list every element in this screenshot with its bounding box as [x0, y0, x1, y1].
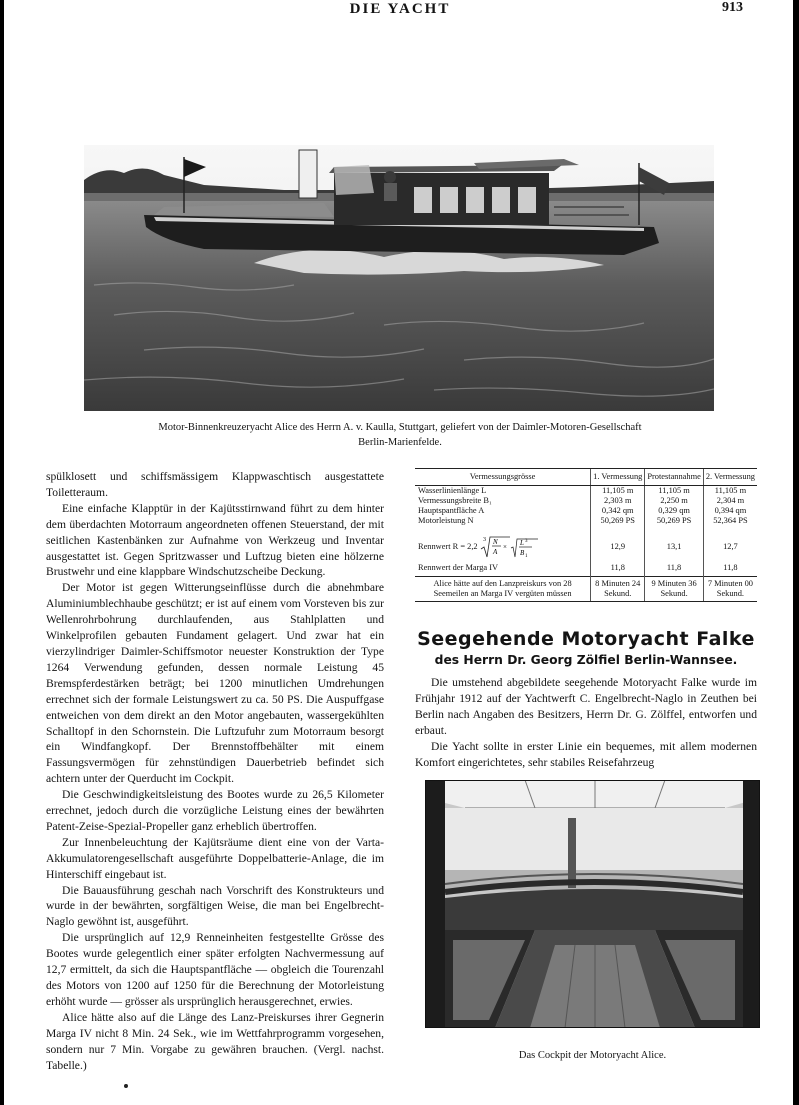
table-row: [415, 534, 757, 560]
cell-value: 12,7: [703, 534, 757, 560]
motorboat-photo: [84, 145, 714, 411]
row-label: Hauptspantfläche A: [418, 506, 485, 515]
paragraph: Die Bauausführung geschah nach Vorschrift des Konstrukteurs und wurde in der bewährten, sorgfältigen Weise, die man bei Engelbrecht-Naglo gewöhnt ist, ausgeführt.: [46, 883, 384, 929]
article-title: Seegehende Motoryacht Falke: [417, 628, 755, 650]
article-subtitle: des Herrn Dr. Georg Zölfiel Berlin-Wannsee.: [434, 653, 738, 667]
column-header: 1. Vermessung: [591, 469, 645, 486]
svg-text:L: L: [519, 539, 524, 547]
row-label: Vermessungsbreite B₁: [418, 496, 492, 505]
cell-value: 7 Minuten 00 Sekund.: [703, 577, 757, 602]
cell-value: 0,329 qm: [645, 506, 704, 516]
page-number: 913: [722, 0, 743, 15]
svg-text:B: B: [519, 549, 524, 557]
rennwert-formula: [480, 535, 542, 559]
cell-value: 13,1: [645, 534, 704, 560]
photo-caption: [90, 420, 710, 450]
scan-edge-left: [0, 0, 4, 1105]
column-header: Protestannahme: [645, 469, 704, 486]
cell-value: 2,304 m: [703, 496, 757, 506]
table-row: [415, 496, 757, 506]
table-row: [415, 516, 757, 526]
row-label: Motorleistung N: [418, 516, 474, 525]
cell-value: 0,394 qm: [703, 506, 757, 516]
table-spacer: [415, 526, 757, 534]
paragraph: Eine einfache Klapptür in der Kajütsstirnwand führt zu dem hinter dem überdachten Motorraum angeordneten offenen Steuerstand, der mit seitlichen Kastenbänken zur Aufnahme von Werkzeug und Inventar ausgestattet ist. Gegen Spritzwasser und Luftzug bieten eine hölzerne Brustwehr und eine klappbare Windschutzscheibe Deckung.: [46, 501, 384, 579]
cell-value: 11,105 m: [591, 486, 645, 497]
table-row: [415, 560, 757, 577]
column-header: 2. Vermessung: [703, 469, 757, 486]
cell-value: 11,8: [591, 560, 645, 577]
cell-value: 2,250 m: [645, 496, 704, 506]
svg-text:N: N: [492, 538, 498, 546]
column-header: Vermessungsgrösse: [415, 469, 591, 486]
paragraph: Die Yacht sollte in erster Linie ein bequemes, mit allem modernen Komfort eingerichtetes, sehr stabiles Reisefahrzeug: [415, 739, 757, 769]
measurement-table: [415, 468, 757, 602]
running-title: DIE YACHT: [349, 1, 451, 17]
svg-text:1: 1: [524, 554, 528, 559]
paragraph: Zur Innenbeleuchtung der Kajütsräume dient eine von der Varta-Akkumulatorengesellschaft ausgeführte Doppelbatterie-Anlage, die im Hinterschiff eingebaut ist.: [46, 835, 384, 881]
cell-value: 9 Minuten 36 Sekund.: [645, 577, 704, 602]
paragraph: Der Motor ist gegen Witterungseinflüsse durch die abnehmbare Aluminiumblechhaube geschützt; er ist auf einem vom Vorsteven bis zur Wellenrohrbohrung durchlaufenden, aus Stahlplatten und Winkelprofilen gebauten Fundament gelagert. Und zwar hat ein vierzylindriger Daimler-Schiffsmotor neuester Konstruktion der Type 1264 Verwendung gefunden, dessen normale Leistung 45 Bremspferdestärken beträgt; bei 1200 minutlichen Umdrehungen errechnet sich der formale Leistungswert zu ca. 50 PS. Die Auspuffgase entweichen von dem direkt an den Motor angebauten, wassergekühlten Schalltopf in den Schornstein. Die Luftzufuhr zum Motorraum besorgt ein Windfangkopf. Der Brennstoffbehälter mit einem Fassungsvermögen für zehnstündigen Dauerbetrieb befindet sich achtern unter der Querducht im Cockpit.: [46, 581, 384, 786]
table-row: [415, 486, 757, 497]
cell-value: 12,9: [591, 534, 645, 560]
table-row: [415, 577, 757, 602]
scan-edge-right: [793, 0, 799, 1105]
row-label: Wasserlinienlänge L: [418, 486, 487, 495]
cell-value: 50,269 PS: [591, 516, 645, 526]
cockpit-caption: Das Cockpit der Motoryacht Alice.: [518, 1050, 667, 1061]
table-header-row: [415, 469, 757, 486]
photo-caption-line2: Berlin-Marienfelde.: [358, 437, 442, 448]
cell-value: 50,269 PS: [645, 516, 704, 526]
right-text-column: [415, 675, 757, 770]
row-label-formula: [415, 534, 591, 560]
row-label: Rennwert R = 2,2: [418, 541, 478, 551]
svg-text:A: A: [492, 548, 497, 556]
paragraph: Die ursprünglich auf 12,9 Renneinheiten festgestellte Grösse des Bootes wurde gelegentlich einer später erfolgten Nachvermessung auf 12,7 ermittelt, da sich die Hauptspantfläche — obgleich die Tourenzahl des Motors von 1200 auf 1250 für die Berechnung der Motorleistung erhöht wurde — grösser als ursprünglich herausgerechnet, erwies.: [46, 931, 384, 1008]
svg-text:3: 3: [482, 537, 486, 543]
row-label: Alice hätte auf den Lanzpreiskurs von 28 Seemeilen an Marga IV vergüten müssen: [415, 577, 591, 602]
cell-value: 2,303 m: [591, 496, 645, 506]
svg-text:3: 3: [524, 539, 528, 544]
cell-value: 52,364 PS: [703, 516, 757, 526]
svg-text:×: ×: [502, 543, 507, 551]
paragraph: Alice hätte also auf die Länge des Lanz-Preiskurses ihrer Gegnerin Marga IV nicht 8 Min. 24 Sek., wie im Wettfahrprogramm vorgesehen, sondern nur 7 Min. Vorgabe zu gewähren brauchen. (Vergl. nachst. Tabelle.): [46, 1010, 384, 1072]
cell-value: 11,105 m: [703, 486, 757, 497]
page-mark: [124, 1084, 128, 1088]
cell-value: 8 Minuten 24 Sekund.: [591, 577, 645, 602]
cell-value: 11,8: [645, 560, 704, 577]
cockpit-photo: [425, 780, 760, 1028]
table-row: [415, 506, 757, 516]
cell-value: 11,8: [703, 560, 757, 577]
paragraph: Die umstehend abgebildete seegehende Motoryacht Falke wurde im Frühjahr 1912 auf der Yachtwerft C. Engelbrecht-Naglo in Zeuthen bei Berlin nach Angaben des Besitzers, Herrn Dr. G. Zölffel, entworfen und erbaut.: [415, 676, 757, 737]
paragraph: Die Geschwindigkeitsleistung des Bootes wurde zu 26,5 Kilometer errechnet, jedoch durch die vorzügliche Leistung eines der bewährten Patent-Zeise-Spezial-Propeller ganz erheblich übertroffen.: [46, 788, 384, 833]
cell-value: 11,105 m: [645, 486, 704, 497]
row-label: Rennwert der Marga IV: [418, 563, 499, 572]
photo-caption-line1: Motor-Binnenkreuzeryacht Alice des Herrn A. v. Kaulla, Stuttgart, geliefert von der Daimler-Motoren-Gesellschaft: [158, 422, 642, 433]
cell-value: 0,342 qm: [591, 506, 645, 516]
left-text-column: [46, 469, 384, 1073]
paragraph: spülklosett und schiffsmässigem Klappwaschtisch ausgestattete Toiletteraum.: [46, 470, 384, 499]
